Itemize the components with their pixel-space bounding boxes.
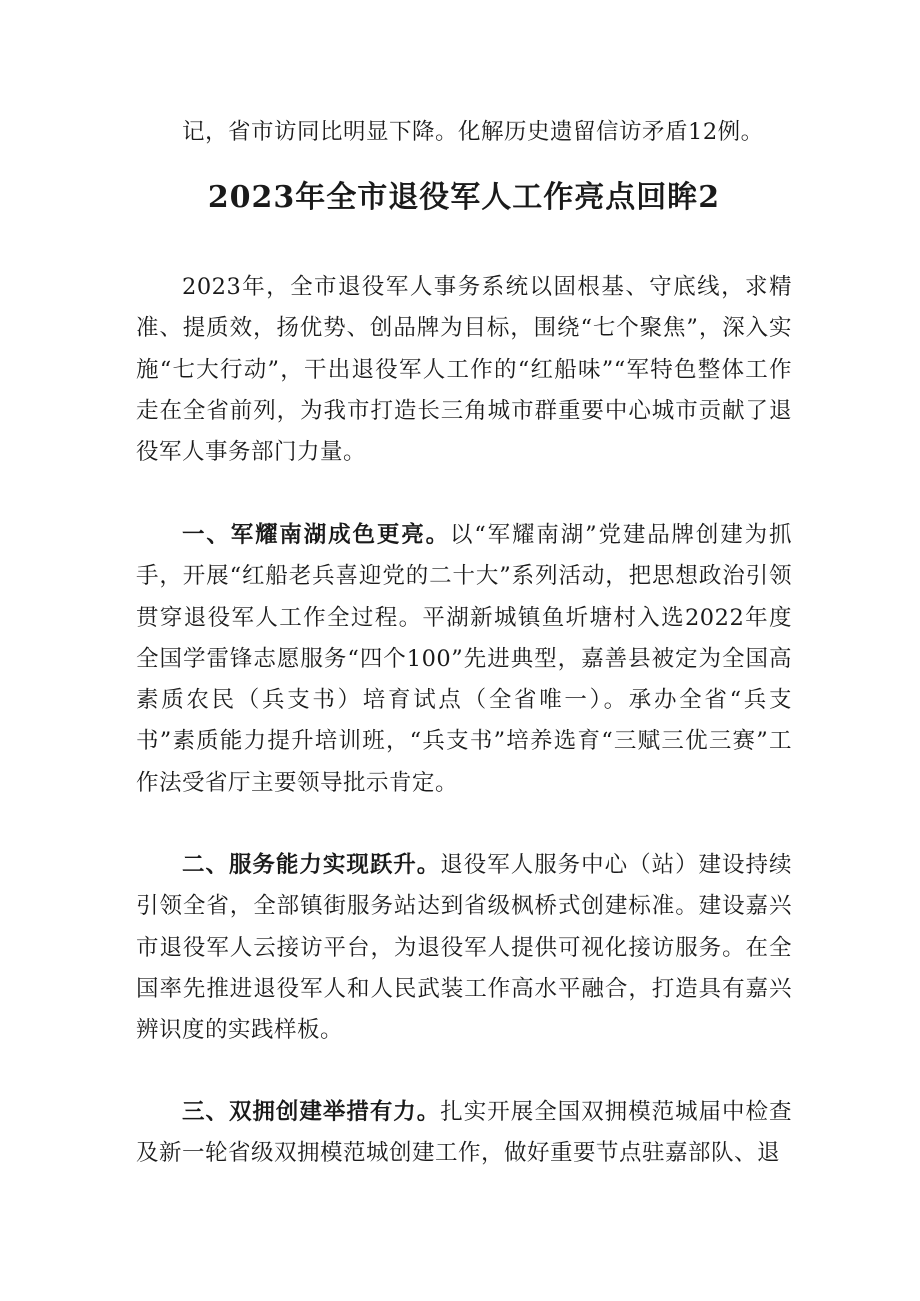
section-3 [136,1092,792,1175]
section-heading: 二、服务能力实现跃升。 [182,852,441,878]
section-heading: 一、军耀南湖成色更亮。 [182,522,450,548]
intro-text: 2023年，全市退役军人事务系统以固根基、守底线，求精准、提质效，扬优势、创品牌为目标，围绕“七个聚焦”，深入实施“七大行动”，干出退役军人工作的“红船味”“军特色整体工作走在全省前列，为我市打造长三角城市群重要中心城市贡献了退役军人事务部门力量。 [136,274,792,466]
section-paragraph [136,1092,792,1175]
page-title: 2023年全市退役军人工作亮点回眸2 [207,180,721,215]
section-heading: 三、双拥创建举措有力。 [182,1099,441,1125]
section-paragraph [136,515,792,804]
section-paragraph [136,845,792,1051]
section-body: 扎实开展全国双拥模范城届中检查及新一轮省级双拥模范城创建工作，做好重要节点驻嘉部队、退 [136,1099,792,1167]
intro-paragraph [136,267,792,473]
carryover-paragraph [136,112,792,153]
section-1 [136,515,792,804]
title-block [136,178,792,218]
carryover-text: 记，省市访同比明显下降。化解历史遗留信访矛盾12例。 [182,119,764,145]
section-2 [136,845,792,1051]
section-body: 退役军人服务中心（站）建设持续引领全省，全部镇街服务站达到省级枫桥式创建标准。建设嘉兴市退役军人云接访平台，为退役军人提供可视化接访服务。在全国率先推进退役军人和人民武装工作高水平融合，打造具有嘉兴辨识度的实践样板。 [136,852,792,1044]
section-body: 以“军耀南湖”党建品牌创建为抓手，开展“红船老兵喜迎党的二十大”系列活动，把思想政治引领贯穿退役军人工作全过程。平湖新城镇鱼圻塘村入选2022年度全国学雷锋志愿服务“四个100”先进典型，嘉善县被定为全国高素质农民（兵支书）培育试点（全省唯一）。承办全省“兵支书”素质能力提升培训班，“兵支书”培养选育“三赋三优三赛”工作法受省厅主要领导批示肯定。 [136,522,792,796]
